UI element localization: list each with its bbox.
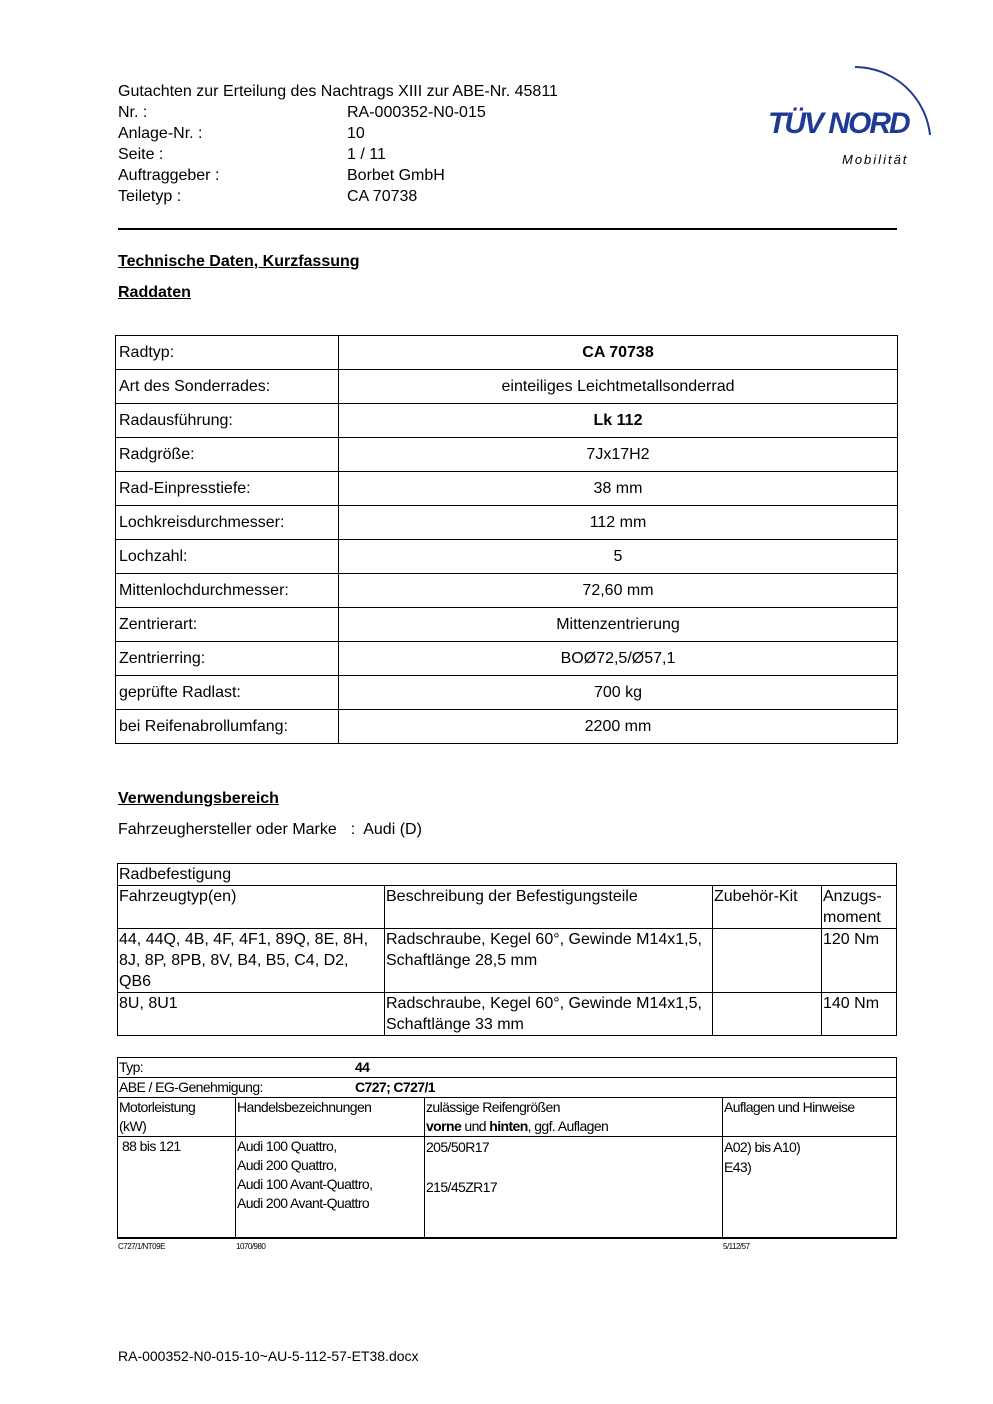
col-header-anzugsmoment: Anzugs- moment <box>822 886 897 929</box>
cell-handelsbezeichnungen: Audi 100 Quattro, Audi 200 Quattro, Audi 100 Avant-Quattro, Audi 200 Avant-Quattro <box>236 1137 425 1238</box>
header-label: Seite : <box>118 146 164 163</box>
header-row-anlage <box>118 123 365 144</box>
cell-zubehoer <box>713 929 822 993</box>
cell-reifengroessen: 205/50R17 215/45ZR17 <box>425 1137 723 1238</box>
typ-label: Typ: <box>119 1059 144 1075</box>
raddaten-label: Radausführung: <box>116 404 339 438</box>
header-value: 1 / 11 <box>347 146 386 163</box>
header-label: Nr. : <box>118 104 148 121</box>
raddaten-value: einteiliges Leichtmetallsonderrad <box>339 370 898 404</box>
col-header-auflagen: Auflagen und Hinweise <box>723 1098 897 1137</box>
header-row-nr <box>118 102 486 123</box>
table-row <box>116 642 898 676</box>
table-row <box>116 438 898 472</box>
footnote-code-2: 1070/980 <box>236 1242 266 1251</box>
header-value: Borbet GmbH <box>347 167 445 184</box>
raddaten-label: geprüfte Radlast: <box>116 676 339 710</box>
raddaten-value: 112 mm <box>339 506 898 540</box>
header-divider <box>118 228 897 230</box>
col-header-beschreibung: Beschreibung der Befestigungsteile <box>385 886 713 929</box>
raddaten-value: BOØ72,5/Ø57,1 <box>339 642 898 676</box>
header-row-seite <box>118 144 386 165</box>
header-label: Auftraggeber : <box>118 167 220 184</box>
raddaten-label: Mittenlochdurchmesser: <box>116 574 339 608</box>
cell-motorleistung: 88 bis 121 <box>118 1137 236 1238</box>
col-header-reifengroessen <box>425 1098 723 1137</box>
reifen-header-line1: zulässige Reifengrößen <box>426 1099 560 1115</box>
table-row <box>118 993 897 1036</box>
header-label: Teiletyp : <box>118 188 182 205</box>
table-row <box>116 404 898 438</box>
document-filename: RA-000352-N0-015-10~AU-5-112-57-ET38.docx <box>118 1348 419 1364</box>
table-row <box>116 540 898 574</box>
typ-row <box>118 1058 897 1078</box>
raddaten-value: 7Jx17H2 <box>339 438 898 472</box>
cell-fahrzeugtyp: 44, 44Q, 4B, 4F, 4F1, 89Q, 8E, 8H, 8J, 8P, 8PB, 8V, B4, B5, C4, D2, QB6 <box>118 929 385 993</box>
col-header-zubehoer: Zubehör-Kit <box>713 886 822 929</box>
raddaten-value: 5 <box>339 540 898 574</box>
hersteller-line <box>118 821 422 839</box>
raddaten-label: Lochzahl: <box>116 540 339 574</box>
section-title-technische-daten: Technische Daten, Kurzfassung <box>118 253 360 270</box>
header-value: 10 <box>347 125 365 142</box>
header-row-auftraggeber <box>118 165 445 186</box>
cell-anzugsmoment: 140 Nm <box>822 993 897 1036</box>
reifen-header-hinten: hinten <box>489 1118 528 1134</box>
header-row-teiletyp <box>118 186 417 207</box>
cell-anzugsmoment: 120 Nm <box>822 929 897 993</box>
table-row <box>116 710 898 744</box>
table-row <box>118 929 897 993</box>
table-row <box>116 676 898 710</box>
raddaten-value: Mittenzentrierung <box>339 608 898 642</box>
raddaten-label: Rad-Einpresstiefe: <box>116 472 339 506</box>
raddaten-value: CA 70738 <box>339 336 898 370</box>
col-header-fahrzeugtyp: Fahrzeugtyp(en) <box>118 886 385 929</box>
raddaten-label: bei Reifenabrollumfang: <box>116 710 339 744</box>
raddaten-value: 72,60 mm <box>339 574 898 608</box>
table-row <box>116 336 898 370</box>
cell-zubehoer <box>713 993 822 1036</box>
hersteller-sep: : <box>350 821 356 838</box>
raddaten-value: 2200 mm <box>339 710 898 744</box>
table-row <box>116 472 898 506</box>
col-header-motorleistung: Motorleistung (kW) <box>118 1098 236 1137</box>
radbefestigung-table <box>117 863 897 1036</box>
raddaten-label: Zentrierring: <box>116 642 339 676</box>
reifen-header-vorne: vorne <box>426 1118 462 1134</box>
reifen-header-auflagen: , ggf. Auflagen <box>527 1118 609 1134</box>
table-row <box>116 608 898 642</box>
logo-subtext: Mobilität <box>842 152 909 167</box>
header-value: RA-000352-N0-015 <box>347 104 486 121</box>
cell-auflagen: A02) bis A10) E43) <box>723 1137 897 1238</box>
raddaten-label: Radtyp: <box>116 336 339 370</box>
raddaten-label: Art des Sonderrades: <box>116 370 339 404</box>
raddaten-table <box>115 335 898 744</box>
cell-beschreibung: Radschraube, Kegel 60°, Gewinde M14x1,5, Schaftlänge 28,5 mm <box>385 929 713 993</box>
logo-text: TÜV NORD <box>768 107 909 140</box>
table-row <box>116 574 898 608</box>
abe-row <box>118 1078 897 1098</box>
footnote-code-3: 5/112/57 <box>723 1242 750 1251</box>
header-label: Anlage-Nr. : <box>118 125 203 142</box>
raddaten-value: Lk 112 <box>339 404 898 438</box>
section-title-verwendungsbereich: Verwendungsbereich <box>118 790 279 807</box>
hersteller-value: Audi (D) <box>363 821 422 838</box>
abe-value: C727; C727/1 <box>355 1079 435 1095</box>
typ-value: 44 <box>355 1059 370 1075</box>
header-value: CA 70738 <box>347 188 418 205</box>
table-row <box>116 506 898 540</box>
abe-label: ABE / EG-Genehmigung: <box>119 1079 263 1095</box>
raddaten-label: Lochkreisdurchmesser: <box>116 506 339 540</box>
cell-fahrzeugtyp: 8U, 8U1 <box>118 993 385 1036</box>
raddaten-label: Radgröße: <box>116 438 339 472</box>
tuev-nord-logo <box>760 55 945 175</box>
raddaten-value: 38 mm <box>339 472 898 506</box>
raddaten-label: Zentrierart: <box>116 608 339 642</box>
hersteller-label: Fahrzeughersteller oder Marke <box>118 821 337 838</box>
reifen-header-und: und <box>461 1118 490 1134</box>
radbefestigung-title: Radbefestigung <box>118 864 897 886</box>
cell-beschreibung: Radschraube, Kegel 60°, Gewinde M14x1,5, Schaftlänge 33 mm <box>385 993 713 1036</box>
section-subtitle-raddaten: Raddaten <box>118 284 191 301</box>
table-row <box>116 370 898 404</box>
typ-table <box>117 1057 897 1239</box>
raddaten-value: 700 kg <box>339 676 898 710</box>
col-header-handelsbezeichnungen: Handelsbezeichnungen <box>236 1098 425 1137</box>
footnote-code-1: C727/1/NT09E <box>118 1242 165 1251</box>
document-title: Gutachten zur Erteilung des Nachtrags XIII zur ABE-Nr. 45811 <box>118 83 558 100</box>
